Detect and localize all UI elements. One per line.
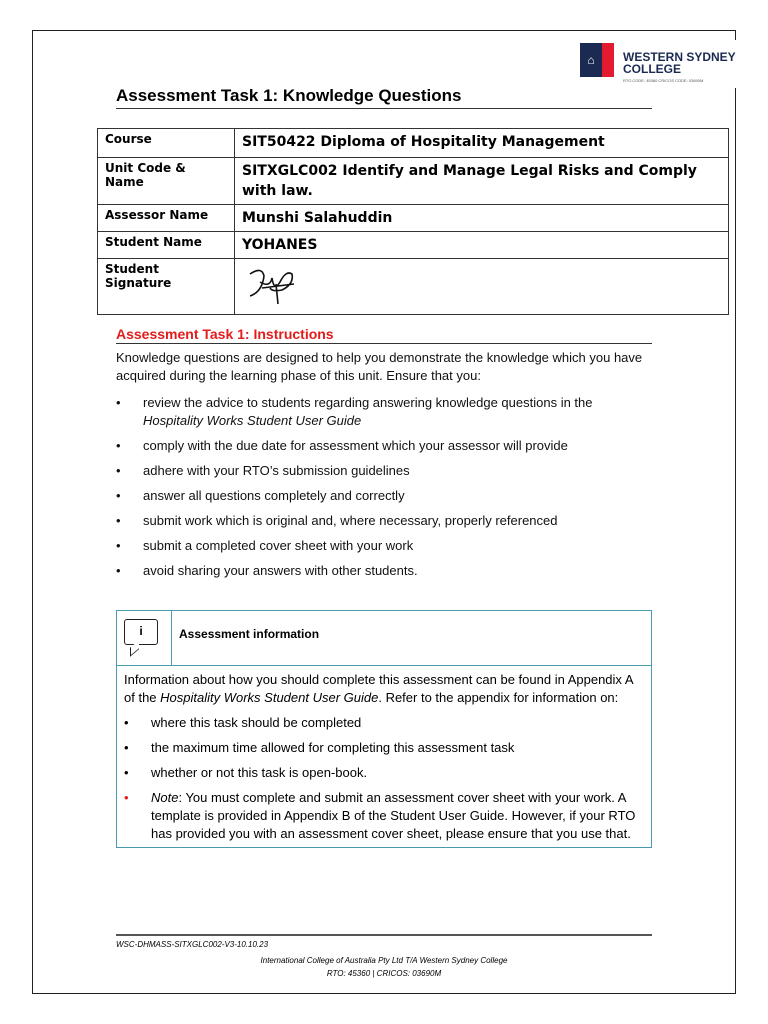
list-item: • the maximum time allowed for completing this assessment task [124,739,644,757]
assessment-info-box [116,610,652,848]
logo-mark [580,43,614,77]
item-italic: Hospitality Works Student User Guide [143,413,362,428]
signature-image [242,262,302,306]
course-value: SIT50422 Diploma of Hospitality Management [235,129,729,158]
info-intro [124,671,644,707]
footer-doc-code: WSC-DHMASS-SITXGLC002-V3-10.10.23 [116,940,269,949]
assessor-value: Munshi Salahuddin [235,205,729,232]
signature-cell [235,259,729,315]
note-item [124,789,644,843]
assessor-label: Assessor Name [98,205,235,232]
logo-name-1: WESTERN SYDNEY [623,50,736,64]
unit-value: SITXGLC002 Identify and Manage Legal Risks and Comply with law. [235,158,729,205]
list-item: • answer all questions completely and correctly [116,487,656,505]
note-text: : You must complete and submit an assessment cover sheet with your work. A template is provided in Appendix B of the Student User Guide. However, if your RTO has provided you with an assessment cover sheet, please ensure that you use that. [151,790,636,841]
note-label: Note [151,790,179,805]
info-icon: i [124,619,158,645]
instructions-intro: Knowledge questions are designed to help you demonstrate the knowledge which you have acquired during the learning phase of this unit. Ensure that you: [116,350,643,383]
intro-text: Information about how you should complete this assessment can be found in Appendix A of the [124,672,633,705]
course-label: Course [98,129,235,158]
college-logo [580,40,740,88]
intro-text-end: . Refer to the appendix for information on: [378,690,619,705]
footer-line-2: RTO: 45360 | CRICOS: 03690M [326,969,442,978]
instructions-heading: Assessment Task 1: Instructions [116,326,652,344]
list-item: • submit work which is original and, where necessary, properly referenced [116,512,656,530]
details-table [97,128,729,315]
signature-label: Student Signature [98,259,235,315]
footer-line-1: International College of Australia Pty Ltd T/A Western Sydney College [260,956,508,965]
list-item: • comply with the due date for assessment which your assessor will provide [116,437,656,455]
info-list [124,714,644,843]
list-item: • avoid sharing your answers with other students. [116,562,656,580]
instructions-list [116,394,656,580]
unit-label: Unit Code & Name [98,158,235,205]
table-row [98,158,729,205]
table-row [98,232,729,259]
list-item: • whether or not this task is open-book. [124,764,644,782]
table-row [98,129,729,158]
footer-divider [116,934,652,936]
logo-text [623,51,736,83]
logo-codes: RTO CODE: 45360 CRICOS CODE: 03690M [623,78,704,83]
info-heading: Assessment information [179,627,320,641]
building-icon: ⌂ [580,43,602,77]
table-row [98,259,729,315]
intro-italic: Hospitality Works Student User Guide [160,690,379,705]
student-value: YOHANES [235,232,729,259]
instructions-body [116,349,656,580]
table-row [98,205,729,232]
list-item: • submit a completed cover sheet with your work [116,537,656,555]
page-title: Assessment Task 1: Knowledge Questions [116,86,652,109]
list-item [116,394,656,430]
student-label: Student Name [98,232,235,259]
logo-name-2: COLLEGE [623,62,682,76]
item-text: review the advice to students regarding answering knowledge questions in the [143,395,593,410]
list-item: • adhere with your RTO’s submission guidelines [116,462,656,480]
list-item: • where this task should be completed [124,714,644,732]
